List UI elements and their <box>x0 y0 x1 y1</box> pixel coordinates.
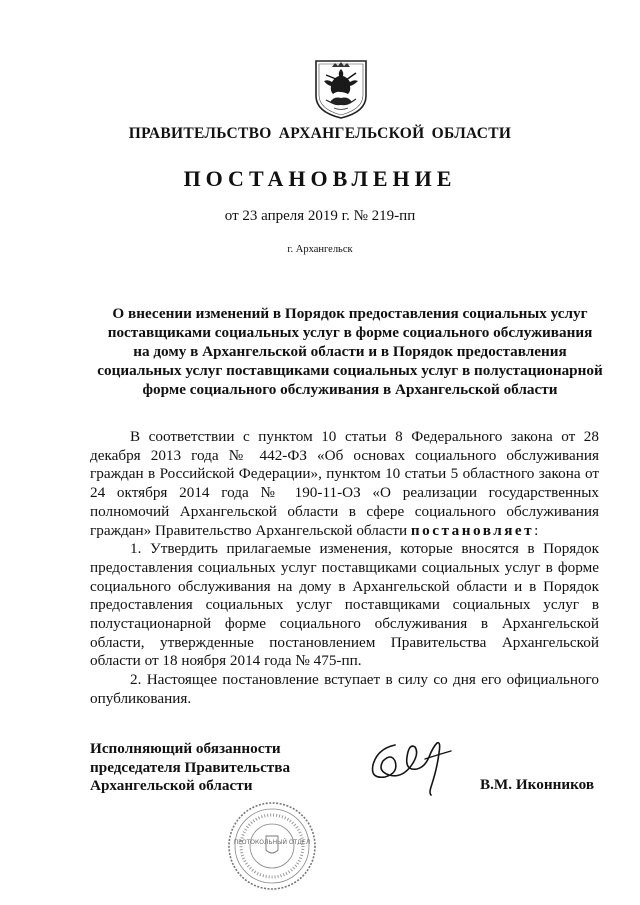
item-1-paragraph: 1. Утвердить прилагаемые изменения, которые вносятся в Порядок предоставления социальных услуг поставщиками социальных услуг в форме социального обслуживания на дому в Архангельской области и в Порядок предоставления социальных услуг поставщиками социальных услуг в полустационарной форме социального обслуживания в Архангельской области, утвержденные постановлением Правительства Архангельской области от 18 ноября 2014 года № 475-пп. <box>90 540 599 670</box>
signer-title <box>90 740 290 796</box>
coat-of-arms-emblem <box>312 58 370 120</box>
subject-line: социальных услуг поставщиками социальных услуг в полустационарной <box>97 362 603 379</box>
document-city: г. Архангельск <box>287 244 353 255</box>
signer-title-line: Исполняющий обязанности <box>90 740 281 757</box>
government-title: ПРАВИТЕЛЬСТВО АРХАНГЕЛЬСКОЙ ОБЛАСТИ <box>128 125 512 142</box>
subject-line: поставщиками социальных услуг в форме социального обслуживания <box>107 324 593 341</box>
signer-name: В.М. Иконников <box>480 776 595 793</box>
preamble-text: В соответствии с пунктом 10 статьи 8 Федерального закона от 28 декабря 2013 года № 442-ФЗ «Об основах социального обслуживания граждан в Российской Федерации», пунктом 10 статьи 5 областного закона от 24 октября 2014 года № 190-11-ОЗ «О реализации государственных полномочий Архангельской области в сфере социального обслуживания граждан» Правительство Архангельской области <box>90 428 599 539</box>
resolves-colon: : <box>534 521 539 539</box>
seal-text: ПРОТОКОЛЬНЫЙ ОТДЕЛ <box>233 839 311 846</box>
document-date-number: от 23 апреля 2019 г. № 219-пп <box>224 208 416 224</box>
signer-title-line: Архангельской области <box>90 777 253 795</box>
preamble-paragraph <box>90 428 599 540</box>
document-type: ПОСТАНОВЛЕНИЕ <box>183 166 457 191</box>
signer-title-line: председателя Правительства <box>90 758 291 776</box>
handwritten-signature <box>365 735 465 800</box>
item-2-paragraph: 2. Настоящее постановление вступает в силу со дня его официального опубликования. <box>90 671 599 707</box>
document-subject <box>90 304 610 399</box>
subject-line: на дому в Архангельской области и в Порядок предоставления <box>133 343 567 360</box>
subject-line: О внесении изменений в Порядок предоставления социальных услуг <box>112 305 588 322</box>
subject-line: форме социального обслуживания в Архангельской области <box>142 381 558 398</box>
document-body <box>90 428 599 709</box>
official-seal <box>226 800 318 892</box>
resolves-word: постановляет <box>410 521 535 539</box>
